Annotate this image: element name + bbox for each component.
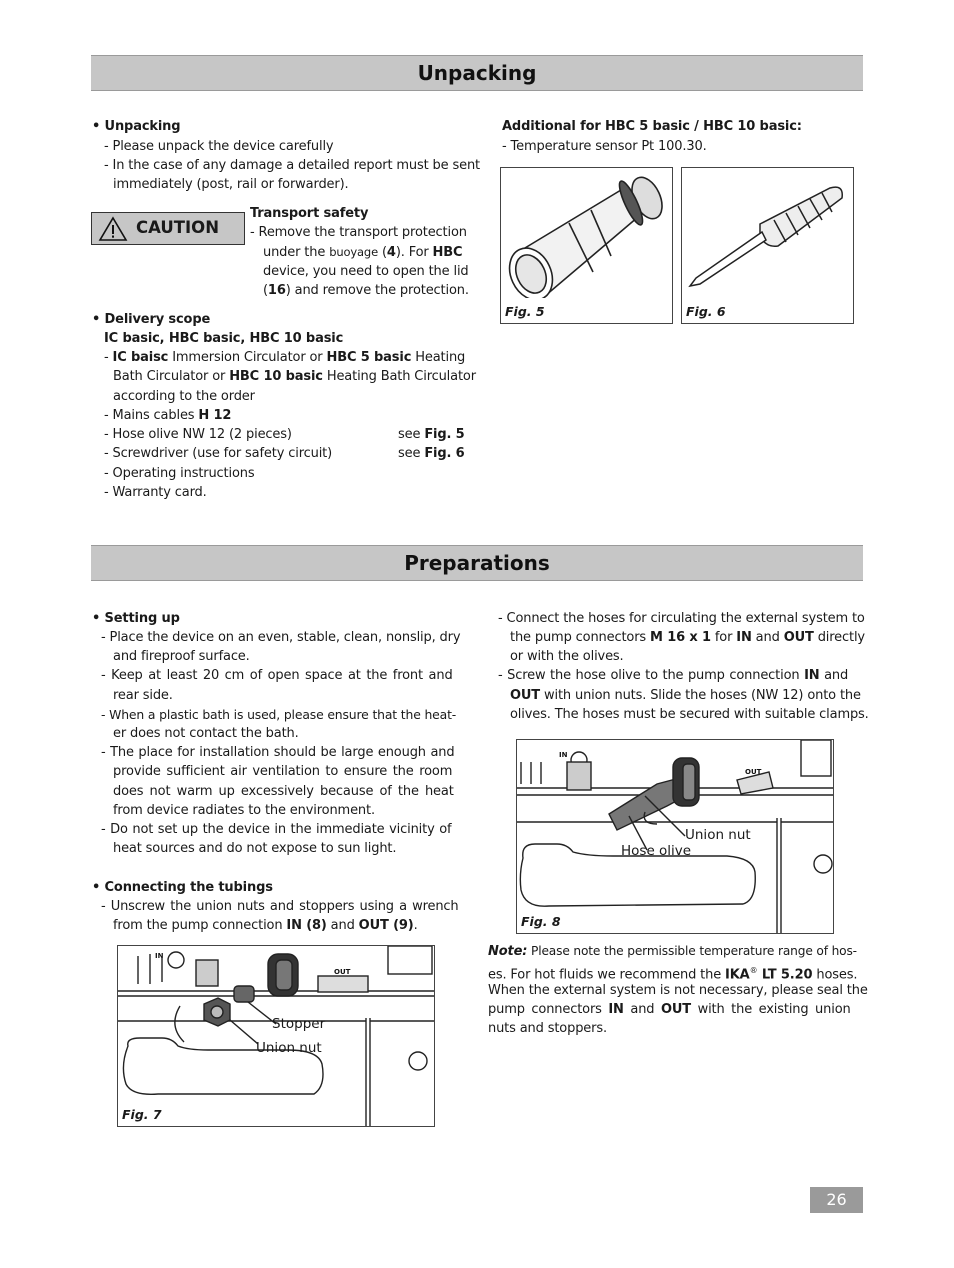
warning-triangle-icon (98, 216, 128, 242)
hose-olive-mounted-illustration (517, 740, 833, 933)
fig7-union-nut-label: Union nut (256, 1040, 322, 1056)
unpacking-line: immediately (post, rail or forwarder). (113, 177, 349, 192)
setup-line: and fireproof surface. (113, 649, 250, 664)
tubing-line: - Unscrew the union nuts and stoppers using a wrench (101, 899, 459, 914)
scope-line: - Hose olive NW 12 (2 pieces) (104, 427, 292, 442)
fig8-in-label: IN (559, 751, 568, 759)
fig8-out-label: OUT (745, 768, 762, 776)
additional-title: Additional for HBC 5 basic / HBC 10 basic: (502, 119, 802, 134)
fig8-caption: Fig. 8 (521, 914, 561, 929)
setup-line: rear side. (113, 688, 173, 703)
scope-line: - Warranty card. (104, 485, 207, 500)
tubing-title: • Connecting the tubings (92, 880, 273, 895)
section-header-preparations: Preparations (91, 545, 863, 581)
unpacking-title: • Unpacking (92, 119, 181, 134)
figure-6 (681, 167, 854, 324)
setup-line: - The place for installation should be large enough and (101, 745, 455, 760)
scope-line: - Mains cables H 12 (104, 408, 232, 423)
note-line: nuts and stoppers. (488, 1021, 607, 1036)
scope-subtitle: IC basic, HBC basic, HBC 10 basic (104, 331, 344, 346)
transport-line: under the buoyage (4). For HBC (263, 245, 463, 260)
hose-olive-illustration (501, 168, 672, 298)
screwdriver-illustration (682, 168, 853, 298)
setup-line: does not warm up excessively because of the heat (113, 784, 454, 799)
screw-line: OUT with union nuts. Slide the hoses (NW 12) onto the (510, 688, 861, 703)
unpacking-line: - Please unpack the device carefully (104, 139, 334, 154)
unpacking-line: - In the case of any damage a detailed report must be sent (104, 158, 480, 173)
note-line: Note: Please note the permissible temperature range of hos- (488, 944, 857, 959)
pump-connectors-illustration (118, 946, 434, 1126)
fig7-stopper-label: Stopper (272, 1016, 326, 1032)
section-header-unpacking: Unpacking (91, 55, 863, 91)
setup-line: provide sufficient air ventilation to ensure the room (113, 764, 453, 779)
setup-title: • Setting up (92, 611, 180, 626)
scope-see-fig5: see Fig. 5 (398, 427, 465, 442)
setup-line: - Keep at least 20 cm of open space at the front and (101, 668, 453, 683)
scope-see-fig6: see Fig. 6 (398, 446, 465, 461)
caution-label: CAUTION (136, 218, 219, 237)
fig6-caption: Fig. 6 (686, 304, 726, 319)
fig8-union-nut-label: Union nut (685, 827, 751, 843)
setup-line: from device radiates to the environment. (113, 803, 375, 818)
page-number: 26 (810, 1187, 863, 1213)
scope-title: • Delivery scope (92, 312, 211, 327)
transport-line: - Remove the transport protection (250, 225, 467, 240)
scope-line: - Screwdriver (use for safety circuit) (104, 446, 333, 461)
note-line: es. For hot fluids we recommend the IKA® LT 5.20 hoses. (488, 966, 858, 983)
setup-line: - Place the device on an even, stable, clean, nonslip, dry (101, 630, 461, 645)
transport-title: Transport safety (250, 206, 369, 221)
screw-line: olives. The hoses must be secured with suitable clamps. (510, 707, 869, 722)
figure-7 (117, 945, 435, 1127)
setup-line: - Do not set up the device in the immediate vicinity of (101, 822, 452, 837)
setup-line: - When a plastic bath is used, please ensure that the heat- (101, 707, 457, 722)
fig7-caption: Fig. 7 (122, 1107, 162, 1122)
note-line: When the external system is not necessary, please seal the (488, 983, 868, 998)
figure-5 (500, 167, 673, 324)
fig8-hose-olive-label: Hose olive (621, 843, 692, 859)
tubing-line: from the pump connection IN (8) and OUT (9). (113, 918, 418, 933)
screw-line: - Screw the hose olive to the pump connection IN and (498, 668, 849, 683)
connect-line: - Connect the hoses for circulating the external system to (498, 611, 865, 626)
additional-line: - Temperature sensor Pt 100.30. (502, 139, 707, 154)
setup-line: heat sources and do not expose to sun light. (113, 841, 397, 856)
connect-line: the pump connectors M 16 x 1 for IN and OUT directly (510, 630, 865, 645)
scope-line: - Operating instructions (104, 466, 255, 481)
fig7-out-label: OUT (334, 968, 351, 976)
fig7-in-label: IN (155, 952, 164, 960)
scope-line: Bath Circulator or HBC 10 basic Heating Bath Circulator (113, 369, 476, 384)
caution-box (91, 212, 245, 245)
scope-line: according to the order (113, 389, 255, 404)
note-line: pump connectors IN and OUT with the existing union (488, 1002, 851, 1017)
connect-line: or with the olives. (510, 649, 624, 664)
transport-line: (16) and remove the protection. (263, 283, 469, 298)
scope-line: - IC baisc Immersion Circulator or HBC 5 basic Heating (104, 350, 466, 365)
fig5-caption: Fig. 5 (505, 304, 545, 319)
transport-line: device, you need to open the lid (263, 264, 469, 279)
figure-8 (516, 739, 834, 934)
setup-line: er does not contact the bath. (113, 726, 299, 741)
